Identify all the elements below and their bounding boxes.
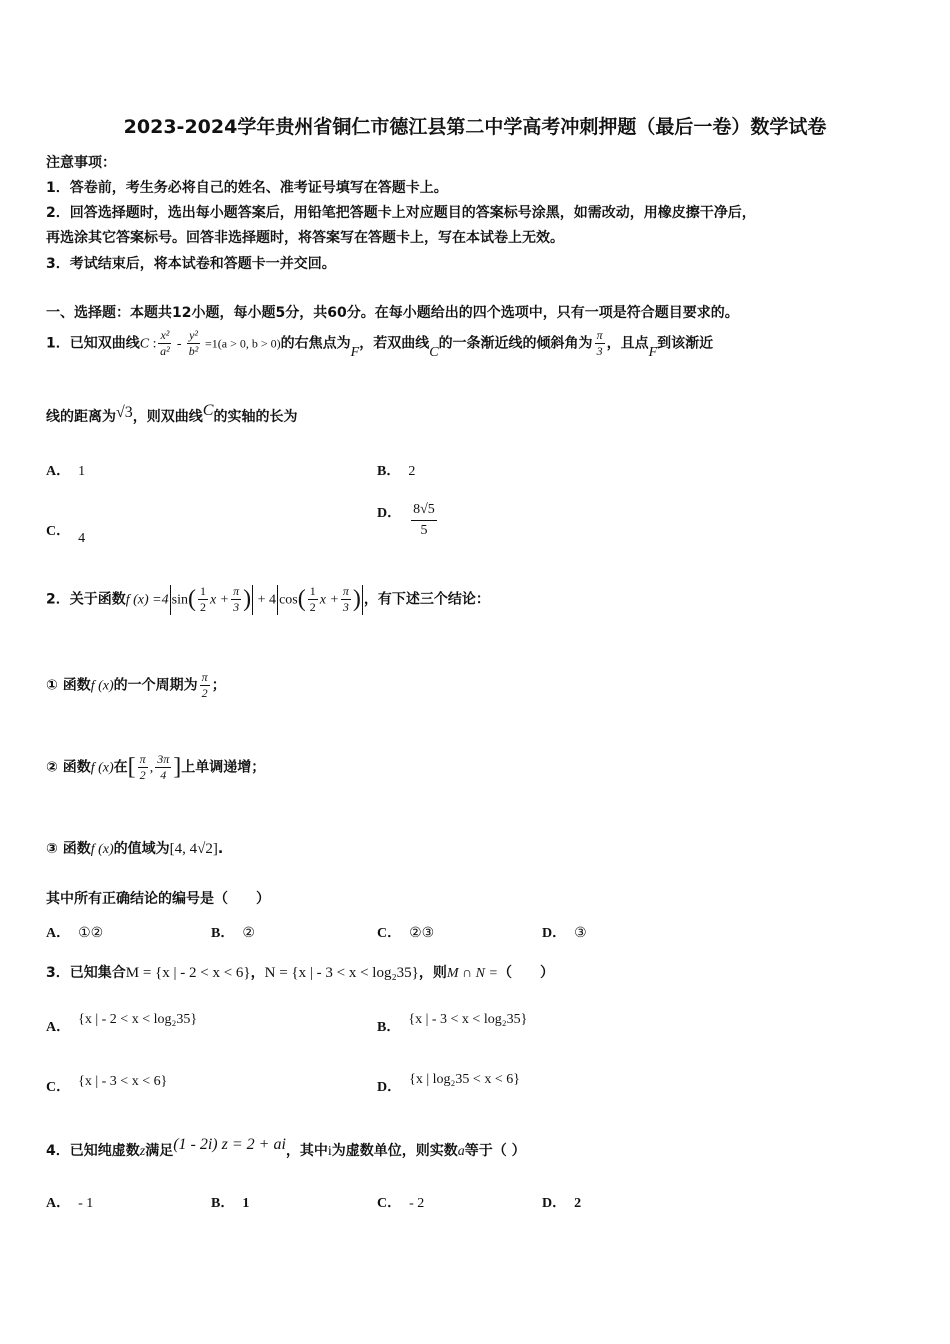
q1-option-a[interactable]: A． 1 — [46, 464, 86, 479]
question-2-stem: 2．关于函数f (x) =4 sin( $\frac{1}{2}$ x + $\frac{\pi}{3}$ ) + 4 cos( $\frac{1}{2}$ x + $\frac{\pi}{3}$ ) ，有下述三个结论： — [46, 584, 490, 614]
q2-conclusion-3: ③ 函数f (x)的值域为[4, 4√2]. — [46, 841, 224, 857]
q1-option-b[interactable]: B． 2 — [377, 464, 416, 479]
q1-math-C: C — [202, 402, 214, 419]
notice-item: 再选涂其它答案标号。回答非选择题时，将答案写在答题卡上，写在本试卷上无效。 — [46, 230, 564, 246]
q1-frac-y: $\frac{\text{y²}}{\text{b²}}$ — [188, 328, 199, 358]
notice-item: 1．答卷前，考生务必将自己的姓名、准考证号填写在答题卡上。 — [46, 180, 448, 196]
q1-text: 线的距离为 — [46, 409, 116, 425]
q2-math-sin: sin — [171, 592, 188, 608]
q1-option-c[interactable]: C． 4 — [46, 524, 86, 546]
q2-math-xplus: x + — [209, 592, 230, 608]
q2-math-xplus: x + — [319, 592, 339, 608]
q1-math-F: F — [350, 344, 360, 360]
notice-item: 3．考试结束后，将本试卷和答题卡一并交回。 — [46, 256, 336, 272]
q1-math-C: C — [429, 344, 439, 360]
q3-option-c[interactable]: C． {x | - 3 < x < 6} — [46, 1074, 168, 1095]
q4-option-b[interactable]: B． 1 — [211, 1196, 250, 1211]
q2-option-a[interactable]: A． ①② — [46, 926, 104, 941]
q2-option-c[interactable]: C． ②③ — [377, 926, 435, 941]
question-1-stem-cont — [46, 402, 298, 426]
q1-math-C: C — [139, 336, 150, 352]
q1-text: ，则双曲线 — [132, 409, 203, 425]
q1-math-colon: : — [149, 336, 157, 352]
notice-heading: 注意事项： — [46, 155, 116, 171]
q2-text: 2．关于函数 — [46, 591, 126, 608]
q2-conclusion-2: ② 函数f (x)在[ $\frac{\pi}{2}$ , $\frac{3\pi}{4}$ ]上单调递增； — [46, 752, 266, 782]
q2-frac-pi3: $\frac{\pi}{3}$ — [233, 584, 240, 614]
q1-text: 1．已知双曲线 — [46, 335, 140, 352]
q2-conclusion-1: ① 函数f (x)的一个周期为 $\frac{\pi}{2}$ ； — [46, 670, 226, 700]
q2-ask: 其中所有正确结论的编号是（ ） — [46, 891, 270, 907]
q2-frac-half: $\frac{1}{2}$ — [199, 584, 206, 614]
q2-text: ，有下述三个结论： — [363, 591, 490, 608]
q2-math-cos: cos — [279, 592, 298, 608]
q1-math-cond: =1(a > 0, b > 0) — [202, 336, 281, 351]
q1-math-minus: - — [173, 336, 186, 352]
q2-frac-pi3: $\frac{\pi}{3}$ — [342, 584, 349, 614]
q2-option-b[interactable]: B． ② — [211, 926, 255, 941]
q3-option-b[interactable]: B．{x | - 3 < x < log₂35} — [377, 1012, 528, 1035]
q1-text: 到该渐近 — [657, 335, 714, 352]
q3-option-d[interactable]: D．{x | log₂35 < x < 6} — [377, 1072, 520, 1095]
question-3-stem: 3．已知集合M = {x | - 2 < x < 6}，N = {x | - 3 < x < log₂35}，则M ∩ N =（ ） — [46, 965, 554, 981]
notice-item: 2．回答选择题时，选出每小题答案后，用铅笔把答题卡上对应题目的答案标号涂黑，如需改动，用橡皮擦干净后， — [46, 205, 756, 221]
q2-option-d[interactable]: D． ③ — [542, 926, 587, 941]
q1-text: 的实轴的长为 — [213, 409, 298, 425]
q1-option-d[interactable]: D． $\frac{8√5}{5}$ — [377, 502, 435, 538]
q1-text: 的一条渐近线的倾斜角为 — [438, 335, 593, 352]
q4-option-d[interactable]: D． 2 — [542, 1196, 582, 1211]
q4-option-a[interactable]: A． - 1 — [46, 1196, 94, 1211]
section-heading: 一、选择题：本题共12小题，每小题5分，共60分。在每小题给出的四个选项中，只有一项是符合题目要求的。 — [46, 305, 739, 321]
page-title: 2023-2024学年贵州省铜仁市德江县第二中学高考冲刺押题（最后一卷）数学试卷 — [123, 116, 827, 138]
q1-frac-angle: $\frac{\pi}{3}$ — [596, 328, 603, 358]
q4-option-c[interactable]: C． - 2 — [377, 1196, 425, 1211]
q2-math-fx: f (x) =4 — [125, 592, 169, 608]
question-1-stem — [46, 328, 713, 359]
question-4-stem: 4．已知纯虚数z满足(1 - 2i) z = 2 + ai，其中i为虚数单位，则实数a等于（ ） — [46, 1136, 526, 1159]
q1-math-sqrt3: √3 — [116, 404, 133, 421]
q2-math-plus4: + 4 — [254, 592, 277, 608]
q1-text: 的右焦点为 — [280, 335, 351, 352]
q1-math-F: F — [648, 344, 658, 360]
q1-frac-x: $\frac{\text{x²}}{\text{a²}}$ — [160, 328, 170, 358]
q1-text: ，且点 — [606, 335, 649, 352]
q3-option-a[interactable]: A．{x | - 2 < x < log₂35} — [46, 1012, 198, 1035]
q2-frac-half: $\frac{1}{2}$ — [309, 584, 316, 614]
q1-text: ，若双曲线 — [359, 335, 430, 352]
